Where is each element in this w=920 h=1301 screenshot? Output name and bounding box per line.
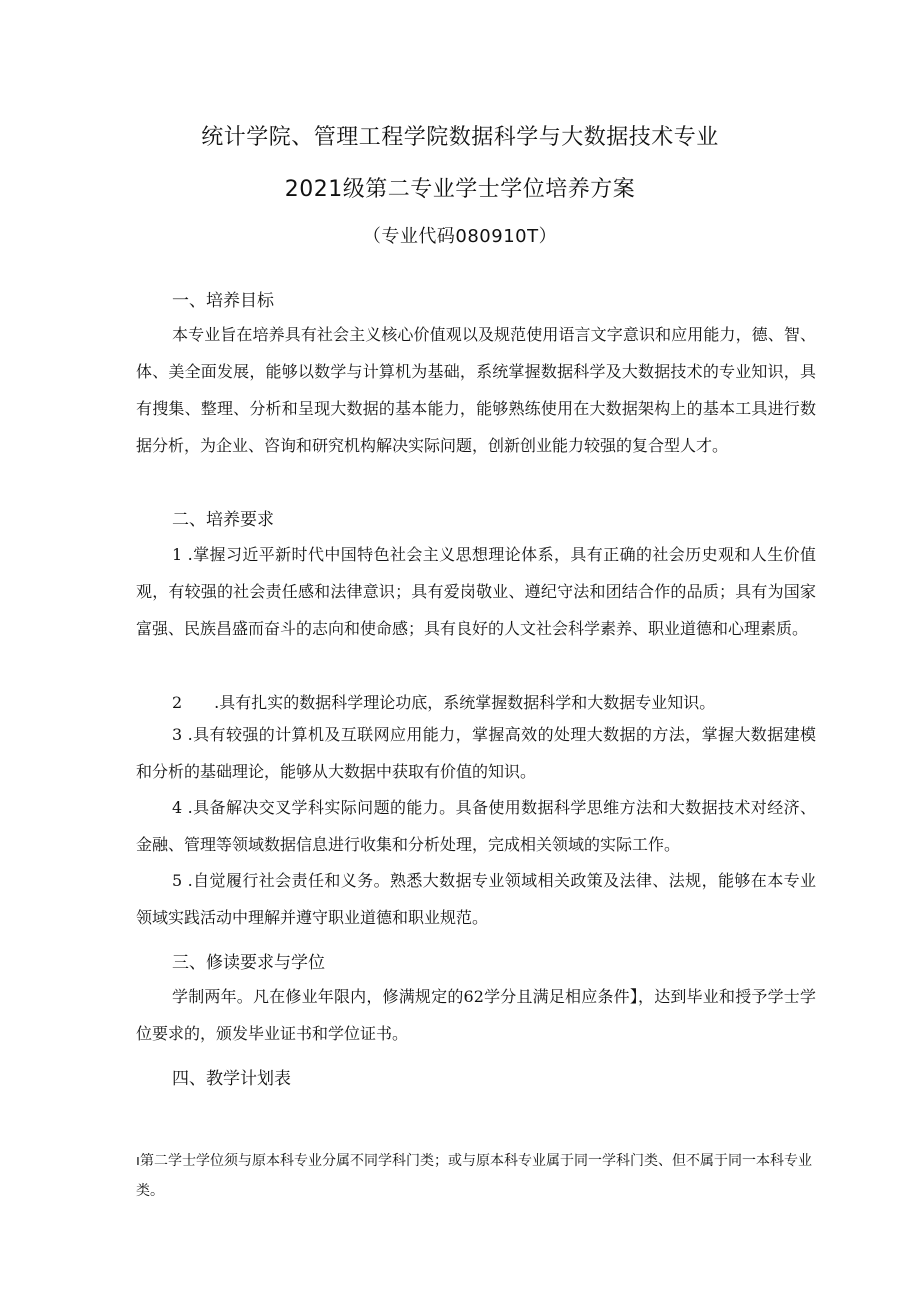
program-code: （专业代码080910T）	[362, 226, 558, 247]
footnote	[136, 1146, 816, 1206]
footnote-marker: ı	[136, 1153, 140, 1169]
section-heading-requirements: 二、培养要求	[172, 510, 274, 530]
section-heading-degree: 三、修读要求与学位	[172, 953, 325, 973]
requirement-item-2: 2 .具有扎实的数据科学理论功底，系统掌握数据科学和大数据专业知识。	[172, 693, 716, 712]
requirement-item-5: 5 .自觉履行社会责任和义务。熟悉大数据专业领域相关政策及法律、法规，能够在本专业领域实践活动中理解并遵守职业道德和职业规范。	[136, 871, 816, 927]
requirement-item-3: 3 .具有较强的计算机及互联网应用能力，掌握高效的处理大数据的方法，掌握大数据建模和分析的基础理论，能够从大数据中获取有价值的知识。	[136, 725, 816, 781]
objectives-paragraph: 本专业旨在培养具有社会主义核心价值观以及规范使用语言文字意识和应用能力，德、智、体、美全面发展，能够以数学与计算机为基础，系统掌握数据科学及大数据技术的专业知识，具有搜集、整理、分析和呈现大数据的基本能力，能够熟练使用在大数据架构上的基本工具进行数据分析，为企业、咨询和研究机构解决实际问题，创新创业能力较强的复合型人才。	[136, 325, 816, 455]
document-title-line1: 统计学院、管理工程学院数据科学与大数据技术专业	[201, 125, 719, 150]
requirement-item-4: 4 .具备解决交叉学科实际问题的能力。具备使用数据科学思维方法和大数据技术对经济、金融、管理等领域数据信息进行收集和分析处理，完成相关领域的实际工作。	[136, 798, 816, 854]
section-heading-objectives: 一、培养目标	[172, 291, 274, 311]
degree-paragraph: 学制两年。凡在修业年限内，修满规定的62学分且满足相应条件】，达到毕业和授予学士学位要求的，颁发毕业证书和学位证书。	[136, 987, 816, 1043]
document-title-line2: 2021级第二专业学士学位培养方案	[284, 177, 636, 202]
section-heading-teaching-plan: 四、教学计划表	[172, 1069, 291, 1089]
requirement-item-1: 1 .掌握习近平新时代中国特色社会主义思想理论体系，具有正确的社会历史观和人生价值观，有较强的社会责任感和法律意识；具有爱岗敬业、遵纪守法和团结合作的品质；具有为国家富强、民族昌盛而奋斗的志向和使命感；具有良好的人文社会科学素养、职业道德和心理素质。	[136, 545, 816, 638]
footnote-text: 第二学士学位须与原本科专业分属不同学科门类；或与原本科专业属于同一学科门类、但不属于同一本科专业类。	[136, 1153, 812, 1199]
